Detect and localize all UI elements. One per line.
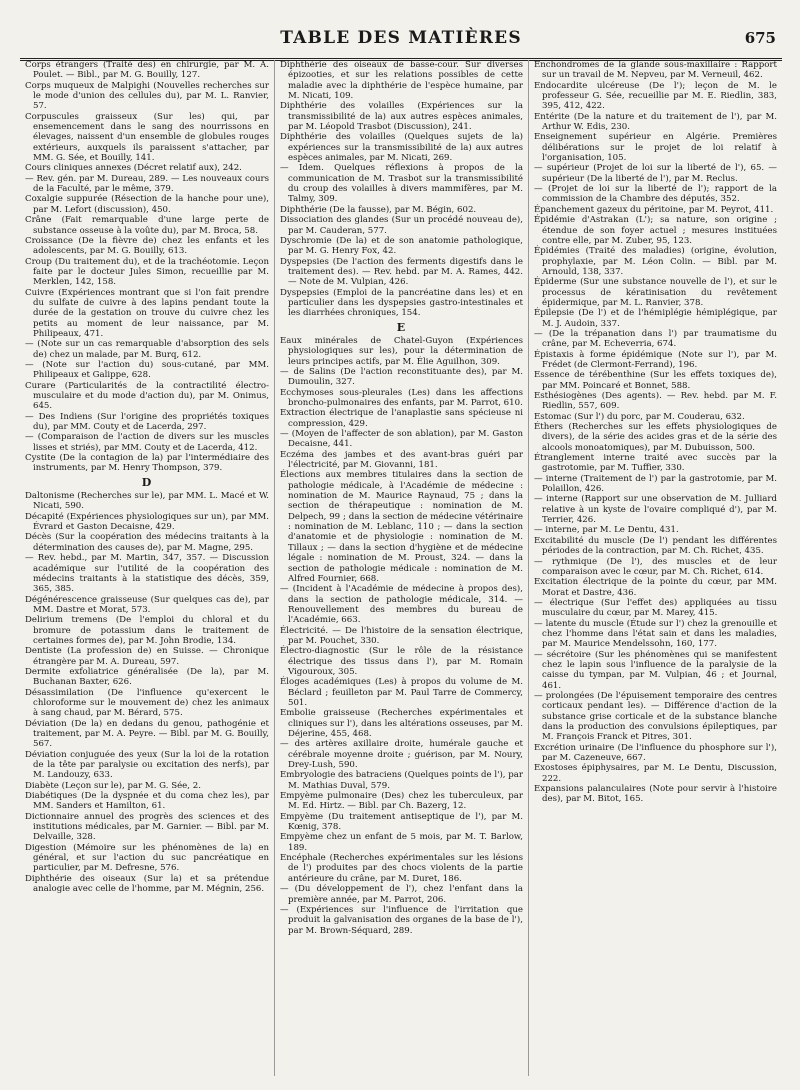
index-entry: Delirium tremens (De l'emploi du chloral et du bromure de potassium dans le traitement de certaines formes de), par M. John Brodie, 134. (25, 615, 269, 646)
index-entry: Croup (Du traitement du), et de la trachéotomie. Leçon faite par le docteur Jules Simon, recueillie par M. Merklen, 142, 158. (25, 256, 269, 288)
index-entry: Déviation conjuguée des yeux (Sur la loi de la rotation de la tête par paralysie ou excitation des nerfs), par M. Landouzy, 633. (25, 749, 269, 781)
index-entry: Excitation électrique de la pointe du cœur, par MM. Morat et Dastre, 436. (534, 577, 777, 598)
index-entry: — électrique (Sur l'effet des) appliquées au tissu musculaire du cœur, par M. Marey, 415. (534, 597, 777, 619)
section-letter: D (141, 475, 153, 489)
index-entry: Coxalgie suppurée (Résection de la hanche pour une), par M. Lefort (discussion), 450. (25, 194, 269, 215)
index-entry: Cuivre (Expériences montrant que si l'on fait prendre du sulfate de cuivre à des lapins pendant toute la durée de la gestation on trouve du cuivre chez les petits au moment de leur naissance, par M. Philipeaux, 471. (25, 287, 269, 339)
index-entry: Diphthérie des oiseaux (Sur la) et sa prétendue analogie avec celle de l'homme, par M. Mégnin, 256. (25, 873, 269, 895)
index-entry: Dissociation des glandes (Sur un procédé nouveau de), par M. Cauderan, 577. (280, 215, 523, 236)
index-entry: — des artères axillaire droite, humérale gauche et cérébrale moyenne droite ; guérison, par M. Noury, Drey-Lush, 590. (280, 739, 523, 771)
index-entry: — supérieur (Projet de loi sur la liberté de l'), 65. — supérieur (De la liberté de l'), par M. Reclus. (534, 163, 777, 184)
index-entry: Dictionnaire annuel des progrès des sciences et des institutions médicales, par M. Garnier. — Bibl. par M. Delvaille, 328. (25, 811, 269, 843)
index-column-left (20, 60, 274, 1076)
running-title: TABLE DES MATIÈRES (280, 28, 522, 48)
index-entry: Crâne (Fait remarquable d'une large perte de substance osseuse à la voûte du), par M. Broca, 58. (25, 215, 269, 236)
index-entry: Enchondromes de la glande sous-maxillaire : Rapport sur un travail de M. Nepveu, par M. Verneuil, 462. (534, 60, 777, 81)
section-letter: E (396, 320, 407, 334)
index-columns (20, 60, 782, 1076)
index-entry: Épidémie d'Astrakan (L'); sa nature, son origine ; étendue de son foyer actuel ; mesures instituées contre elle, par M. Zuber, 95, 123. (534, 215, 777, 246)
index-entry: Cours cliniques annexes (Décret relatif aux), 242. (25, 163, 242, 174)
index-entry: — (Incident à l'Académie de médecine à propos des), dans la section de pathologie médicale, 314. — Renouvellement des membres du bureau de l'Académie, 663. (280, 584, 523, 626)
index-entry: Diphthérie des volailles (Quelques sujets de la) expériences sur la transmissibilité de la) aux autres espèces animales, par M. Nicati, 269. (280, 132, 523, 164)
index-entry: Épanchement gazeux du péritoine, par M. Peyrot, 411. (534, 204, 774, 215)
index-column-right (528, 60, 782, 1076)
index-entry: — (Note sur un cas remarquable d'absorption des sels de) chez un malade, par M. Burq, 612. (25, 339, 269, 360)
index-entry: Daltonisme (Recherches sur le), par MM. L. Macé et W. Nicati, 590. (25, 491, 269, 512)
index-entry: Extraction électrique de l'anaplastie sans spécieuse ni compression, 429. (280, 408, 523, 429)
index-entry: Épilepsie (De l') et de l'hémiplégie hémiplégique, par M. J. Audoin, 337. (534, 308, 777, 329)
index-entry: — (Du développement de l'), chez l'enfant dans la première année, par M. Parrot, 206. (280, 884, 523, 905)
index-entry: — latente du muscle (Étude sur l') chez la grenouille et chez l'homme dans l'état sain et dans les maladies, par M. Maurice Mendelssohn, 160, 177. (534, 618, 777, 650)
index-entry: Corps muqueux de Malpighi (Nouvelles recherches sur le mode d'union des cellules du), par M. L. Ranvier, 57. (25, 80, 269, 112)
index-entry: — (Projet de loi sur la liberté de l'); rapport de la commission de la Chambre des députés, 352. (534, 184, 777, 205)
index-entry: Diabétiques (De la dyspnée et du coma chez les), par MM. Sanders et Hamilton, 61. (25, 791, 269, 812)
index-entry: Dentiste (La profession de) en Suisse. — Chronique étrangère par M. A. Dureau, 597. (25, 646, 269, 667)
index-entry: Exostoses épiphysaires, par M. Le Dentu, Discussion, 222. (534, 763, 777, 784)
index-entry: Dermite exfoliatrice généralisée (De la), par M. Buchanan Baxter, 626. (25, 666, 269, 688)
index-entry: Eczéma des jambes et des avant-bras guéri par l'électricité, par M. Giovanni, 181. (280, 449, 523, 471)
index-entry: — Des Indiens (Sur l'origine des propriétés toxiques du), par MM. Couty et de Lacerda, 297. (25, 411, 269, 433)
index-entry: — Rev. hebd., par M. Martin, 347, 357. — Discussion académique sur l'utilité de la coopération des médecins traitants à la statistique des décès, 359, 365, 385. (25, 553, 269, 595)
index-entry: Dyschromie (De la) et de son anatomie pathologique, par M. G. Henry Fox, 42. (280, 235, 523, 257)
index-entry: Croissance (De la fièvre de) chez les enfants et les adolescents, par M. G. Bouilly, 613. (25, 235, 269, 257)
index-entry: Estomac (Sur l') du porc, par M. Couderau, 632. (534, 411, 745, 422)
index-entry: — sécrétoire (Sur les phénomènes qui se manifestent chez le lapin sous l'influence de la paralysie de la caisse du tympan, par M. Vulpian, 46 ; et Journal, 461. (534, 649, 777, 691)
index-entry: Élections aux membres titulaires dans la section de pathologie médicale, à l'Académie de médecine : nomination de M. Maurice Raynaud, 75 ; dans la section de thérapeutique : nomination de M. Delpech, 99 ; dans la section de médecine vétérinaire : nomination de M. Leblanc, 110 ; — dans la section d'anatomie et de physiologie : nomination de M. Tillaux ; — dans la section d'hygiène et de médecine légale : nomination de M. Proust, 324. — dans la section de pathologie médicale : nomination de M. Alfred Fournier, 668. (280, 470, 523, 584)
index-entry: Encéphale (Recherches expérimentales sur les lésions de l') produites par des chocs violents de la partie antérieure du crâne, par M. Duret, 186. (280, 853, 523, 884)
index-entry: — (Note sur l'action du) sous-cutané, par MM. Philipeaux et Galippe, 628. (25, 359, 269, 381)
index-entry: — (Comparaison de l'action de divers sur les muscles lisses et striés), par MM. Couty et de Lacerda, 412. (25, 432, 269, 453)
index-entry: — rythmique (De l'), des muscles et de leur comparaison avec le cœur, par M. Ch. Richet, 614. (534, 556, 777, 577)
index-entry: — interne (Traitement de l') par la gastrotomie, par M. Polaillon, 426. (534, 473, 777, 495)
index-entry: Essence de térébenthine (Sur les effets toxiques de), par MM. Poincaré et Bonnet, 588. (534, 370, 777, 391)
index-entry: Désassimilation (De l'influence qu'exercent le chloroforme sur le mouvement de) chez les animaux à sang chaud, par M. Bérard, 575. (25, 687, 269, 719)
index-entry: Électricité. — De l'histoire de la sensation électrique, par M. Pouchet, 330. (280, 625, 523, 646)
index-entry: — (Moyen de l'affecter de son ablation), par M. Gaston Decaisne, 441. (280, 429, 523, 450)
index-entry: Décès (Sur la coopération des médecins traitants à la détermination des causes de), par M. Magne, 295. (25, 532, 269, 553)
index-entry: Épiderme (Sur une substance nouvelle de l'), et sur le processus de kératinisation du revêtement épidermique, par M. L. Ranvier, 378. (534, 277, 777, 308)
index-entry: Épidémies (Traité des maladies) (origine, évolution, prophylaxie, par M. Léon Colin. — Bibl. par M. Arnould, 138, 337. (534, 246, 777, 277)
index-entry: Digestion (Mémoire sur les phénomènes de la) en général, et sur l'action du suc pancréatique en particulier, par M. Defresne, 576. (25, 842, 269, 874)
index-entry: — (Expériences sur l'influence de l'irritation que produit la galvanisation des organes de la base de l'), par M. Brown-Séquard, 289. (280, 904, 523, 936)
index-entry: Excitabilité du muscle (De l') pendant les différentes périodes de la contraction, par M. Ch. Richet, 435. (534, 535, 777, 557)
index-column-middle (274, 60, 528, 1076)
index-entry: — Rev. gén. par M. Dureau, 289. — Les nouveaux cours de la Faculté, par le même, 379. (25, 173, 269, 195)
index-entry: Déviation (De la) en dedans du genou, pathogénie et traitement, par M. A. Peyre. — Bibl. par M. G. Bouilly, 567. (25, 718, 269, 750)
index-entry: Embryologie des batraciens (Quelques points de l'), par M. Mathias Duval, 579. (280, 770, 523, 791)
index-entry: Endocardite ulcéreuse (De l'); leçon de M. le professeur G. Sée, recueillie par M. E. Riedlin, 383, 395, 412, 422. (534, 80, 777, 112)
index-entry: Dyspepsies (Emploi de la pancréatine dans les) et en particulier dans les dyspepsies gastro-intestinales et les diarrhées chroniques, 154. (280, 287, 523, 319)
index-entry: Diphthérie (De la fausse), par M. Bégin, 602. (280, 204, 477, 215)
page-number: 675 (744, 29, 776, 47)
index-entry: Curare (Particularités de la contractilité électro-musculaire et du mode d'action du), par M. Onimus, 645. (25, 380, 269, 412)
index-entry: Diphthérie des oiseaux de basse-cour. Sur diverses épizooties, et sur les relations possibles de cette maladie avec la diphthérie de l'espèce humaine, par M. Nicati, 109. (280, 60, 523, 102)
index-entry: Ecchymoses sous-pleurales (Les) dans les affections broncho-pulmonaires des enfants, par M. Parrot, 610. (280, 387, 523, 408)
index-entry: Empyème chez un enfant de 5 mois, par M. T. Barlow, 189. (280, 832, 523, 853)
index-entry: — prolongées (De l'épuisement temporaire des centres corticaux pendant les). — Différence d'action de la substance grise corticale et de la substance blanche dans la production des convulsions épileptiques, par M. François Franck et Pitres, 301. (534, 690, 777, 743)
index-entry: Corps étrangers (Traité des) en chirurgie, par M. A. Poulet. — Bibl., par M. G. Bouilly, 127. (25, 60, 269, 81)
index-entry: Éthers (Recherches sur les effets physiologiques de divers), de la série des acides gras et de la série des alcools monoatomiques), par M. Dubuisson, 500. (534, 422, 777, 453)
index-entry: Embolie graisseuse (Recherches expérimentales et cliniques sur l'), dans les altérations osseuses, par M. Déjerine, 455, 468. (280, 708, 523, 739)
page-header (20, 20, 782, 61)
index-entry: — de Salins (De l'action reconstituante des), par M. Dumoulin, 327. (280, 366, 523, 388)
index-entry: Expansions palanculaires (Note pour servir à l'histoire des), par M. Bitot, 165. (534, 784, 777, 805)
index-entry: Dyspepsies (De l'action des ferments digestifs dans le traitement des). — Rev. hebd. par M. A. Rames, 442. — Note de M. Vulpian, 426. (280, 256, 523, 288)
index-entry: Décapité (Expériences physiologiques sur un), par MM. Évrard et Gaston Decaisne, 429. (25, 511, 269, 533)
index-entry: Dégénérescence graisseuse (Sur quelques cas de), par MM. Dastre et Morat, 573. (25, 594, 269, 615)
index-entry: Diphthérie des volailles (Expériences sur la transmissibilité de la) aux autres espèces animales, par M. Léopold Trasbot (Discussion), 241. (280, 101, 523, 133)
index-entry: Empyème (Du traitement antiseptique de l'), par M. Kœnig, 378. (280, 811, 523, 833)
index-entry: Étranglement interne traité avec succès par la gastrotomie, par M. Tuffier, 330. (534, 453, 777, 474)
index-entry: Entérite (De la nature et du traitement de l'), par M. Arthur W. Edis, 230. (534, 111, 777, 133)
index-entry: Esthésiogènes (Des agents). — Rev. hebd. par M. F. Riedlin, 557, 609. (534, 391, 777, 412)
index-entry: Épistaxis à forme épidémique (Note sur l'), par M. Frédet (de Clermont-Ferrand), 196. (534, 349, 777, 370)
index-entry: Empyème pulmonaire (Des) chez les tuberculeux, par M. Ed. Hirtz. — Bibl. par Ch. Bazerg, 12. (280, 791, 523, 812)
index-entry: — interne, par M. Le Dentu, 431. (534, 525, 679, 536)
index-entry: Eaux minérales de Chatel-Guyon (Expériences physiologiques sur les), pour la détermination de leurs principes actifs, par M. Élie Aguilhon, 309. (280, 335, 523, 367)
index-entry: Enseignement supérieur en Algérie. Premières délibérations sur le projet de loi relatif à l'organisation, 105. (534, 132, 777, 164)
index-entry: Corpuscules graisseux (Sur les) qui, par ensemencement dans le sang des nourrissons en élevages, naissent d'un ensemble de globules rouges extérieurs, auxquels ils paraissent s'attacher, par MM. G. Sée, et Bouilly, 141. (25, 111, 269, 164)
index-entry: Électro-diagnostic (Sur le rôle de la résistance électrique des tissus dans l'), par M. Romain Vigouroux, 305. (280, 646, 523, 677)
index-entry: Diabète (Leçon sur le), par M. G. Sée, 2. (25, 780, 201, 791)
index-entry: Cystite (De la contagion de la) par l'intermédiaire des instruments, par M. Henry Thompson, 379. (25, 453, 269, 474)
index-entry: — (De la trépanation dans l') par traumatisme du crâne, par M. Echeverria, 674. (534, 328, 777, 350)
index-entry: Excrétion urinaire (De l'influence du phosphore sur l'), par M. Cazeneuve, 667. (534, 742, 777, 764)
index-entry: Éloges académiques (Les) à propos du volume de M. Béclard ; feuilleton par M. Paul Tarre de Commercy, 501. (280, 677, 523, 708)
index-entry: — interne (Rapport sur une observation de M. Julliard relative à un kyste de l'ovaire compliqué d'), par M. Terrier, 426. (534, 494, 777, 526)
index-entry: — Idem. Quelques réflexions à propos de la communication de M. Trasbot sur la transmissibilité du croup des volailles à divers mammifères, par M. Talmy, 309. (280, 163, 523, 205)
